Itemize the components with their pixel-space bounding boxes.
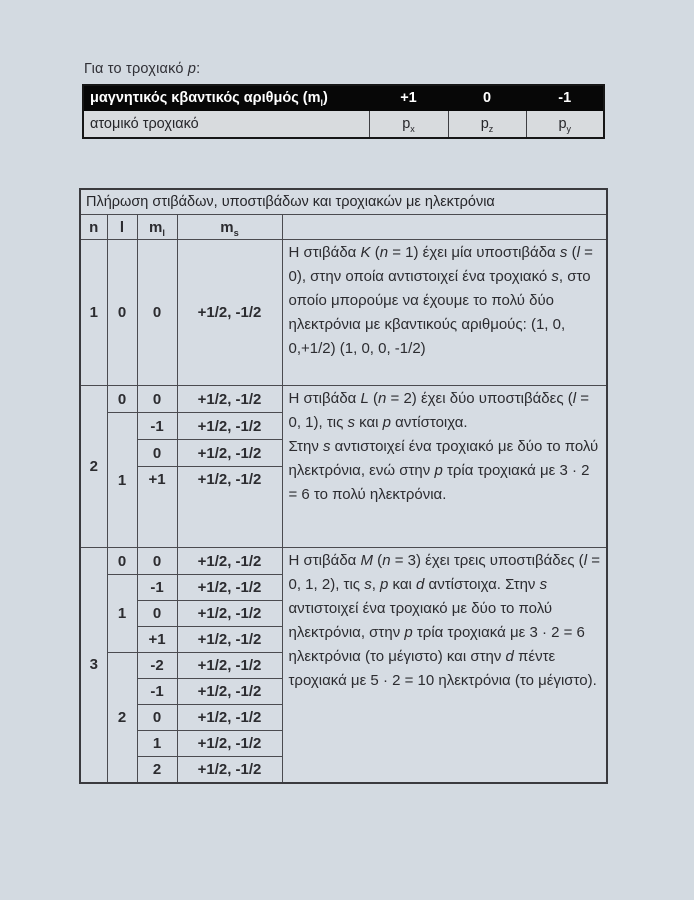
- ms-value-cell: +1/2, -1/2: [177, 653, 282, 679]
- ml-value-cell: +1: [137, 467, 177, 548]
- ms-value-cell: +1/2, -1/2: [177, 679, 282, 705]
- table-header-row: [80, 215, 607, 240]
- quantum-numbers-table: [79, 188, 608, 784]
- header-empty: [282, 215, 607, 240]
- ms-value-cell: +1/2, -1/2: [177, 627, 282, 653]
- header-ms: $m_s$: [177, 215, 282, 240]
- ml-value-cell: -2: [137, 653, 177, 679]
- ms-value-cell: +1/2, -1/2: [177, 601, 282, 627]
- n-value-cell: 2: [80, 386, 107, 548]
- orbital-py: $p_y$: [526, 111, 604, 139]
- ml-value-cell: +1: [137, 627, 177, 653]
- ml-value-cell: 1: [137, 731, 177, 757]
- ml-value-plus1: +1: [369, 85, 448, 111]
- l-value-cell: 2: [107, 653, 137, 783]
- ms-value-cell: +1/2, -1/2: [177, 757, 282, 783]
- ml-value-cell: -1: [137, 575, 177, 601]
- ms-value-cell: +1/2, -1/2: [177, 386, 282, 413]
- ml-value-cell: -1: [137, 413, 177, 440]
- table-title-row: [80, 189, 607, 215]
- ms-value-cell: +1/2, -1/2: [177, 575, 282, 601]
- ml-value-cell: 2: [137, 757, 177, 783]
- l-value-cell: 0: [107, 386, 137, 413]
- header-ml: $m_l$: [137, 215, 177, 240]
- table-title: Πλήρωση στιβάδων, υποστιβάδων και τροχιακών με ηλεκτρόνια: [80, 189, 607, 215]
- ml-value-cell: 0: [137, 548, 177, 575]
- table-row: [80, 548, 607, 575]
- ml-value-zero: 0: [448, 85, 526, 111]
- ms-value-cell: +1/2, -1/2: [177, 467, 282, 548]
- ml-value-cell: 0: [137, 705, 177, 731]
- orbital-pz: $p_z$: [448, 111, 526, 139]
- magnetic-quantum-number-label: μαγνητικός κβαντικός αριθμός $(m_l)$: [83, 85, 369, 111]
- l-value-cell: 1: [107, 413, 137, 548]
- ms-value-cell: +1/2, -1/2: [177, 240, 282, 386]
- ml-value-cell: 0: [137, 440, 177, 467]
- shell-M-description: Η στιβάδα M (n = 3) έχει τρεις υποστιβάδες (l = 0, 1, 2), τις s, p και d αντίστοιχα. Στην s αντιστοιχεί ένα τροχιακό με δύο το πολύ ηλεκτρόνια, στην p τρία τροχιακά με 3 · 2 = 6 ηλεκτρόνια (το μέγιστο) και στην d πέντε τροχιακά με 5 · 2 = 10 ηλεκτρόνια (το μέγιστο).: [282, 548, 607, 783]
- orbital-table-value-row: [83, 111, 604, 139]
- shell-L-description: Η στιβάδα L (n = 2) έχει δύο υποστιβάδες (l = 0, 1), τις s και p αντίστοιχα. Στην s αντιστοιχεί ένα τροχιακό με δύο το πολύ ηλεκτρόνια, ενώ στην p τρία τροχιακά με 3 · 2 = 6 το πολύ ηλεκτρόνια.: [282, 386, 607, 548]
- shell-K-description: Η στιβάδα K (n = 1) έχει μία υποστιβάδα s (l = 0), στην οποία αντιστοιχεί ένα τροχιακό s, στο οποίο μπορούμε να έχουμε το πολύ δύο ηλεκτρόνια με κβαντικούς αριθμούς: (1, 0, 0,+1/2) (1, 0, 0, -1/2): [282, 240, 607, 386]
- ml-value-cell: 0: [137, 601, 177, 627]
- l-value-cell: 0: [107, 548, 137, 575]
- l-value-cell: 1: [107, 575, 137, 653]
- ml-value-cell: 0: [137, 386, 177, 413]
- ms-value-cell: +1/2, -1/2: [177, 413, 282, 440]
- header-l: l: [107, 215, 137, 240]
- table-row: [80, 240, 607, 386]
- intro-label: Για το τροχιακό p:: [84, 61, 201, 77]
- orbital-table-header-row: [83, 85, 604, 111]
- table-row: [80, 386, 607, 413]
- ml-value-minus1: -1: [526, 85, 604, 111]
- ms-value-cell: +1/2, -1/2: [177, 548, 282, 575]
- ms-value-cell: +1/2, -1/2: [177, 731, 282, 757]
- atomic-orbital-label: ατομικό τροχιακό: [83, 111, 369, 139]
- ml-value-cell: -1: [137, 679, 177, 705]
- ms-value-cell: +1/2, -1/2: [177, 440, 282, 467]
- header-n: n: [80, 215, 107, 240]
- ml-value-cell: 0: [137, 240, 177, 386]
- ms-value-cell: +1/2, -1/2: [177, 705, 282, 731]
- l-value-cell: 0: [107, 240, 137, 386]
- p-orbital-table: [82, 84, 605, 139]
- n-value-cell: 1: [80, 240, 107, 386]
- n-value-cell: 3: [80, 548, 107, 783]
- orbital-px: $p_x$: [369, 111, 448, 139]
